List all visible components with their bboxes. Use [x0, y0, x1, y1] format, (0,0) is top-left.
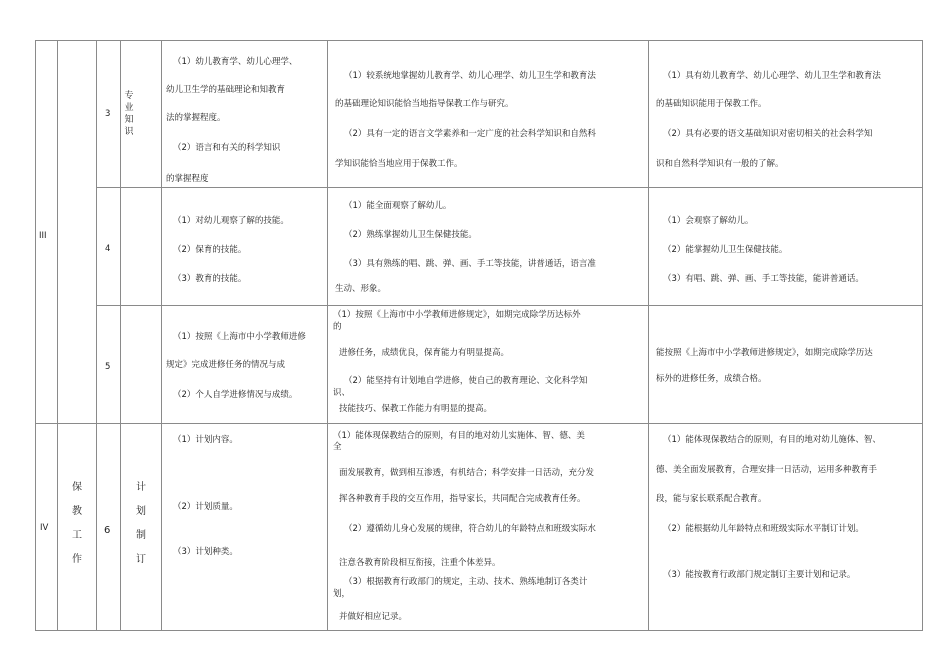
requirement-line: 技能技巧、保教工作能力有明显的提高。 [339, 404, 493, 414]
requirement-line: （2）能坚持有计划地自学进修，使自己的教育理论、文化科学知 [344, 376, 588, 386]
qualified-line: （2）具有必要的语文基础知识对密切相关的社会科学知 [663, 129, 873, 139]
requirement-line: 生动、形象。 [335, 284, 387, 294]
content-line: （2）个人自学进修情况与成绩。 [173, 390, 298, 400]
requirement-line: （1）按照《上海市中小学教师进修规定》，如期完成除学历达标外 [333, 310, 581, 320]
requirement-line: （3）具有熟练的唱、跳、弹、画、手工等技能，讲普通话，语言准 [344, 259, 596, 269]
category-char: 教 [72, 506, 82, 517]
qualified-line: （1）会观察了解幼儿。 [663, 216, 754, 226]
requirement-line: 全 [333, 442, 342, 452]
qualified-line: 段，能与家长联系配合教育。 [656, 494, 767, 504]
requirement-line: （1）能全面观察了解幼儿。 [344, 201, 452, 211]
level-label: IV [40, 523, 49, 533]
requirement-line: （2）遵循幼儿身心发展的规律，符合幼儿的年龄特点和班级实际水 [344, 524, 596, 534]
row-number: 6 [104, 525, 111, 536]
qualified-line: （2）能根据幼儿年龄特点和班级实际水平制订计划。 [663, 524, 864, 534]
requirement-line: 划， [333, 589, 351, 599]
requirement-line: （1）较系统地掌握幼儿教育学、幼儿心理学、幼儿卫生学和教育法 [344, 71, 596, 81]
requirement-line: 的基础理论知识能恰当地指导保教工作与研究。 [335, 99, 514, 109]
requirement-line: （2）熟练掌握幼儿卫生保健技能。 [344, 230, 477, 240]
content-line: （1）对幼儿观察了解的技能。 [173, 216, 289, 226]
item-char: 计 [136, 482, 146, 493]
qualified-line: 识和自然科学知识有一般的了解。 [656, 159, 784, 169]
item-char: 划 [136, 506, 146, 517]
requirement-line: （3）根据教育行政部门的规定，主动、技术、熟练地制订各类计 [344, 577, 588, 587]
requirement-line: （1）能体现保教结合的原则，有目的地对幼儿实施体、智、德、美 [333, 431, 585, 441]
row-number: 4 [105, 244, 111, 254]
content-line: （3）计划种类。 [173, 547, 238, 557]
category-char: 保 [72, 482, 82, 493]
content-line: 的掌握程度 [166, 174, 209, 184]
item-char: 订 [136, 554, 146, 565]
category-name [70, 482, 84, 578]
requirement-line: 面发展教育，做到相互渗透，有机结合；科学安排一日活动，充分发 [339, 468, 595, 478]
content-line: （2）语言和有关的科学知识 [173, 143, 281, 153]
qualified-line: 德、美全面发展教育，合理安排一日活动，运用多种教育手 [656, 465, 878, 475]
requirement-line: 的 [333, 322, 342, 332]
requirement-line: 并做好相应记录。 [339, 612, 408, 622]
qualified-line: （2）能掌握幼儿卫生保健技能。 [663, 245, 788, 255]
requirement-line: 进修任务，成绩优良，保育能力有明显提高。 [339, 348, 510, 358]
qualified-line: （3）有唱、跳、弹、画、手工等技能，能讲普通话。 [663, 274, 864, 284]
row-number: 3 [105, 109, 111, 119]
item-name: 专业知识 [124, 91, 134, 137]
qualified-line: （1）能体现保教结合的原则，有目的地对幼儿施体、智、 [663, 435, 881, 445]
content-line: （1）按照《上海市中小学教师进修 [173, 332, 306, 342]
qualified-line: 的基础知识能用于保教工作。 [656, 99, 767, 109]
category-char: 作 [72, 554, 82, 565]
qualified-line: 能按照《上海市中小学教师进修规定》，如期完成除学历达 [656, 348, 873, 358]
content-line: 法的掌握程度。 [166, 113, 226, 123]
content-line: （2）计划质量。 [173, 502, 238, 512]
requirement-line: （2）具有一定的语言文学素养和一定广度的社会科学知识和自然科 [344, 129, 596, 139]
requirement-line: 学知识能恰当地应用于保教工作。 [335, 159, 463, 169]
item-char: 制 [136, 530, 146, 541]
category-char: 工 [72, 530, 82, 541]
qualified-line: 标外的进修任务，成绩合格。 [656, 374, 767, 384]
content-line: （1）计划内容。 [173, 435, 238, 445]
level-label: III [39, 231, 47, 241]
item-name [134, 482, 148, 578]
requirement-line: 挥各种教育手段的交互作用，指导家长，共同配合完成教育任务。 [339, 494, 586, 504]
qualified-line: （1）具有幼儿教育学、幼儿心理学、幼儿卫生学和教育法 [663, 71, 881, 81]
requirement-line: 注意各教育阶段相互衔接，注重个体差异。 [339, 558, 501, 568]
qualified-line: （3）能按教育行政部门规定制订主要计划和记录。 [663, 570, 856, 580]
row-number: 5 [105, 362, 111, 372]
requirement-line: 识、 [333, 388, 351, 398]
content-line: （3）教育的技能。 [173, 274, 247, 284]
content-line: （2）保育的技能。 [173, 245, 247, 255]
content-line: 规定》完成进修任务的情况与成 [166, 360, 286, 370]
content-line: 幼儿卫生学的基础理论和知教育 [166, 85, 286, 95]
content-line: （1）幼儿教育学、幼儿心理学、 [173, 57, 298, 67]
